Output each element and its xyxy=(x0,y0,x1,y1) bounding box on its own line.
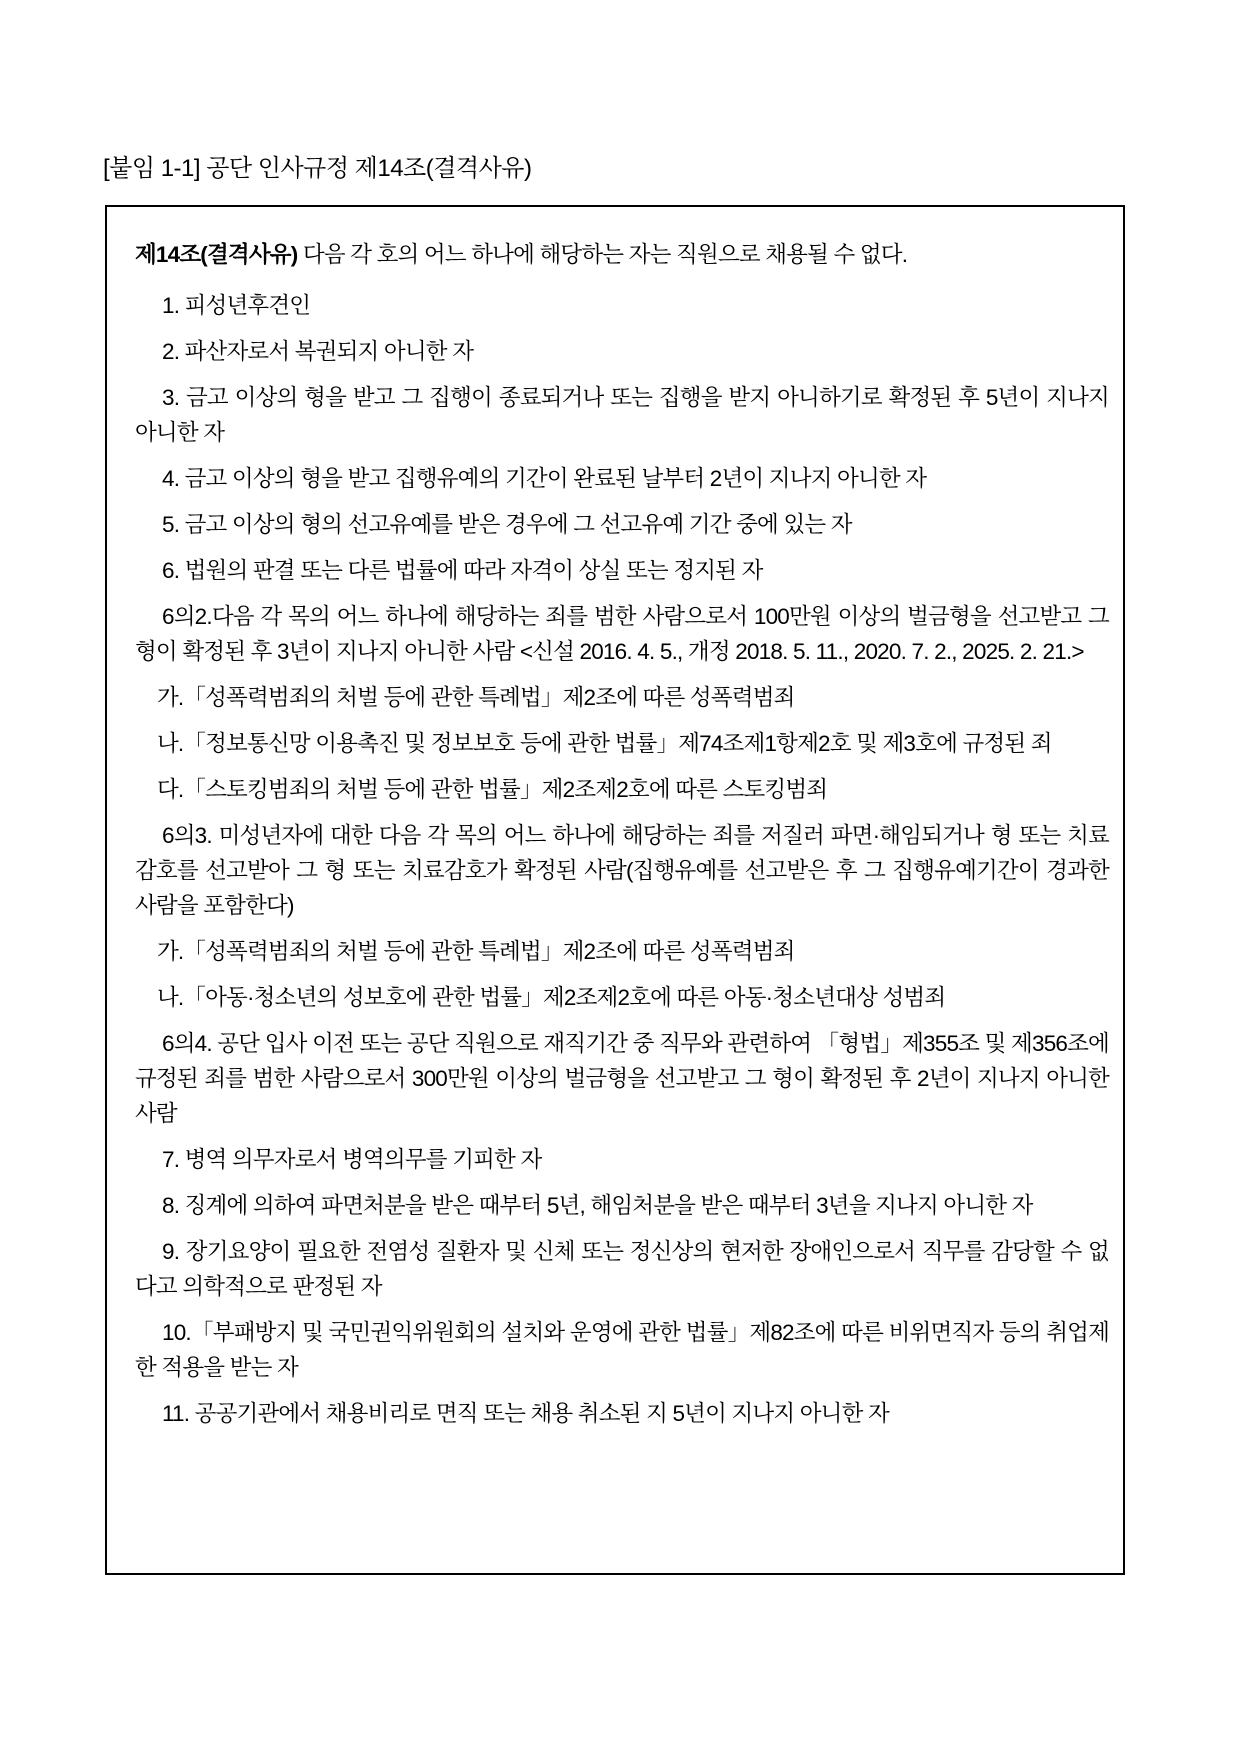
clause-6: 6. 법원의 판결 또는 다른 법률에 따라 자격이 상실 또는 정지된 자 xyxy=(162,558,763,583)
clause-1: 1. 피성년후견인 xyxy=(162,293,311,318)
attachment-title: [붙임 1-1] 공단 인사규정 제14조(결격사유) xyxy=(103,155,532,182)
clause-2: 2. 파산자로서 복권되지 아니한 자 xyxy=(162,339,474,364)
article-heading xyxy=(135,237,1109,272)
clause-3: 3. 금고 이상의 형을 받고 그 집행이 종료되거나 또는 집행을 받지 아니하기로 확정된 후 5년이 지나지 아니한 자 xyxy=(135,385,1109,445)
clause-8: 8. 징계에 의하여 파면처분을 받은 때부터 5년, 해임처분을 받은 때부터 3년을 지나지 아니한 자 xyxy=(162,1193,1033,1218)
clause-list xyxy=(135,288,1109,1431)
clause-6-4: 6의4. 공단 입사 이전 또는 공단 직원으로 재직기간 중 직무와 관련하여 「형법」제355조 및 제356조에 규정된 죄를 범한 사람으로서 300만원 이상의 벌금형을 선고받고 그 형이 확정된 후 2년이 지나지 아니한 사람 xyxy=(135,1031,1109,1126)
clause-6-2-da: 다.「스토킹범죄의 처벌 등에 관한 법률」제2조제2호에 따른 스토킹범죄 xyxy=(157,777,828,802)
article-heading-text: 다음 각 호의 어느 하나에 해당하는 자는 직원으로 채용될 수 없다. xyxy=(297,242,908,267)
clause-6-2-ga: 가.「성폭력범죄의 처벌 등에 관한 특례법」제2조에 따른 성폭력범죄 xyxy=(157,685,795,710)
article-heading-number: 제14조(결격사유) xyxy=(135,242,298,267)
clause-11: 11. 공공기관에서 채용비리로 면직 또는 채용 취소된 지 5년이 지나지 아니한 자 xyxy=(162,1401,889,1426)
clause-5: 5. 금고 이상의 형의 선고유예를 받은 경우에 그 선고유예 기간 중에 있는 자 xyxy=(162,512,852,537)
clause-10: 10.「부패방지 및 국민권익위원회의 설치와 운영에 관한 법률」제82조에 따른 비위면직자 등의 취업제한 적용을 받는 자 xyxy=(135,1320,1109,1380)
clause-6-2: 6의2.다음 각 목의 어느 하나에 해당하는 죄를 범한 사람으로서 100만원 이상의 벌금형을 선고받고 그 형이 확정된 후 3년이 지나지 아니한 사람 <신설 2016. 4. 5., 개정 2018. 5. 11., 2020. 7. 2., 2025. 2. 21.> xyxy=(135,604,1109,664)
article-box xyxy=(105,205,1125,1575)
clause-4: 4. 금고 이상의 형을 받고 집행유예의 기간이 완료된 날부터 2년이 지나지 아니한 자 xyxy=(162,466,927,491)
clause-6-2-na: 나.「정보통신망 이용촉진 및 정보보호 등에 관한 법률」제74조제1항제2호 및 제3호에 규정된 죄 xyxy=(157,731,1052,756)
clause-7: 7. 병역 의무자로서 병역의무를 기피한 자 xyxy=(162,1147,542,1172)
clause-6-3-ga: 가.「성폭력범죄의 처벌 등에 관한 특례법」제2조에 따른 성폭력범죄 xyxy=(157,939,795,964)
clause-6-3: 6의3. 미성년자에 대한 다음 각 목의 어느 하나에 해당하는 죄를 저질러 파면·해임되거나 형 또는 치료감호를 선고받아 그 형 또는 치료감호가 확정된 사람(집행유예를 선고받은 후 그 집행유예기간이 경과한 사람을 포함한다) xyxy=(135,823,1109,918)
clause-6-3-na: 나.「아동·청소년의 성보호에 관한 법률」제2조제2호에 따른 아동·청소년대상 성범죄 xyxy=(157,985,946,1010)
clause-9: 9. 장기요양이 필요한 전염성 질환자 및 신체 또는 정신상의 현저한 장애인으로서 직무를 감당할 수 없다고 의학적으로 판정된 자 xyxy=(135,1239,1109,1299)
